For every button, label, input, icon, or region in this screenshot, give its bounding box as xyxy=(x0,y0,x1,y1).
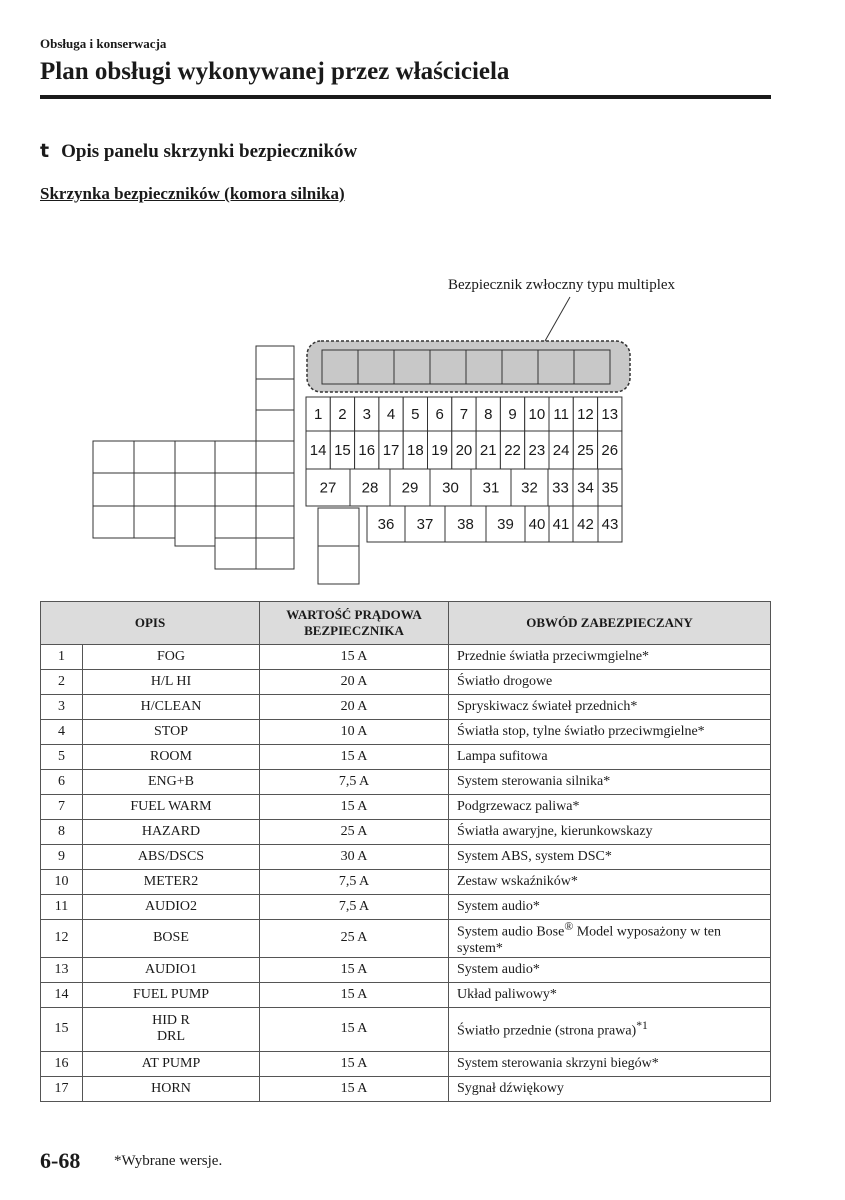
protected-circuit-cell: Podgrzewacz paliwa* xyxy=(449,795,771,820)
fuse-slot-number: 10 xyxy=(528,406,546,423)
table-row xyxy=(41,795,771,820)
table-row xyxy=(41,870,771,895)
fuse-number-cell: 13 xyxy=(41,957,83,982)
table-header-row xyxy=(41,602,771,645)
fuse-slot-number: 15 xyxy=(334,442,351,459)
fuse-slot-number: 8 xyxy=(484,406,493,423)
fuse-number-cell: 9 xyxy=(41,845,83,870)
table-row xyxy=(41,820,771,845)
bullet-icon: t xyxy=(40,140,50,162)
table-row xyxy=(41,982,771,1007)
fuse-number-cell: 4 xyxy=(41,720,83,745)
circuit-text: Światło przednie (strona prawa) xyxy=(457,1023,637,1039)
fuse-name-cell: METER2 xyxy=(83,870,260,895)
fuse-amperage-cell: 7,5 A xyxy=(260,895,449,920)
protected-circuit-cell xyxy=(449,920,771,958)
fuse-slot-number: 13 xyxy=(601,406,619,423)
fuse-slot-number: 33 xyxy=(552,479,569,497)
fuse-slot-number: 40 xyxy=(528,516,546,533)
fuse-amperage-cell: 7,5 A xyxy=(260,870,449,895)
col-header-amperage xyxy=(260,602,449,645)
table-row xyxy=(41,670,771,695)
fuse-slot-number: 7 xyxy=(459,406,469,423)
fuse-slot-number: 19 xyxy=(431,442,448,459)
callout-line xyxy=(545,297,570,341)
fuse-number-cell: 11 xyxy=(41,895,83,920)
fuse-amperage-cell: 20 A xyxy=(260,695,449,720)
fuse-slot-number: 9 xyxy=(508,406,517,423)
fuse-number-cell: 14 xyxy=(41,982,83,1007)
protected-circuit-cell: Spryskiwacz świateł przednich* xyxy=(449,695,771,720)
fuse-name-cell: ROOM xyxy=(83,745,260,770)
fuse-name-line2: DRL xyxy=(157,1029,185,1045)
fuse-amperage-cell: 7,5 A xyxy=(260,770,449,795)
fuse-number-cell: 12 xyxy=(41,920,83,958)
protected-circuit-cell: System ABS, system DSC* xyxy=(449,845,771,870)
fuse-name-cell: ABS/DSCS xyxy=(83,845,260,870)
table-row xyxy=(41,920,771,958)
fuse-amperage-cell: 25 A xyxy=(260,920,449,958)
fuse-slot-number: 4 xyxy=(386,406,396,423)
fuse-slot-number: 20 xyxy=(455,442,473,459)
fuse-amperage-cell: 30 A xyxy=(260,845,449,870)
fuse-slot-number: 17 xyxy=(382,442,400,459)
fuse-slot-number: 24 xyxy=(552,442,570,459)
fuse-slot-number: 38 xyxy=(457,516,474,533)
col-header-amperage-line1: WARTOŚĆ PRĄDOWA xyxy=(286,607,422,622)
section-label: Obsługa i konserwacja xyxy=(40,36,167,51)
fuse-number-cell: 15 xyxy=(41,1007,83,1051)
protected-circuit-cell: Światła stop, tylne światło przeciwmgielne* xyxy=(449,720,771,745)
page-title: Plan obsługi wykonywanej przez właściciela xyxy=(40,58,510,85)
protected-circuit-cell: System audio* xyxy=(449,957,771,982)
circuit-superscript: *1 xyxy=(636,1018,648,1032)
fuse-number-cell: 7 xyxy=(41,795,83,820)
page-number: 6-68 xyxy=(40,1148,81,1173)
fuse-slot-number: 42 xyxy=(577,516,594,533)
table-row xyxy=(41,645,771,670)
fuse-name-cell xyxy=(83,1007,260,1051)
fuse-slot-number: 27 xyxy=(319,479,337,497)
fuse-name-line1: HID R xyxy=(152,1013,190,1029)
fuse-amperage-cell: 15 A xyxy=(260,1051,449,1076)
fuse-slot-number: 35 xyxy=(601,479,619,497)
circuit-text: System audio Bose xyxy=(457,924,565,940)
fuse-slot-number: 26 xyxy=(601,442,619,459)
table-row xyxy=(41,957,771,982)
col-header-circuit: OBWÓD ZABEZPIECZANY xyxy=(449,602,771,645)
circuit-text-continued: Model wyposażony w ten system* xyxy=(457,924,721,956)
fuse-slot-number: 21 xyxy=(479,442,497,459)
protected-circuit-cell: System sterowania silnika* xyxy=(449,770,771,795)
fuse-number-cell: 5 xyxy=(41,745,83,770)
table-row xyxy=(41,770,771,795)
table-row xyxy=(41,1007,771,1051)
fuse-name-cell: H/CLEAN xyxy=(83,695,260,720)
footnote: *Wybrane wersje. xyxy=(114,1153,223,1169)
protected-circuit-cell: Sygnał dźwiękowy xyxy=(449,1076,771,1101)
fuse-slot-number: 41 xyxy=(552,516,570,533)
fuse-slot-number: 28 xyxy=(361,479,379,497)
fuse-name-cell: H/L HI xyxy=(83,670,260,695)
protected-circuit-cell: Układ paliwowy* xyxy=(449,982,771,1007)
circuit-superscript: ® xyxy=(564,920,574,933)
protected-circuit-cell xyxy=(449,1007,771,1051)
protected-circuit-cell: Światło drogowe xyxy=(449,670,771,695)
fuse-number-cell: 16 xyxy=(41,1051,83,1076)
fuse-name-cell: AUDIO1 xyxy=(83,957,260,982)
fuse-amperage-cell: 15 A xyxy=(260,1007,449,1051)
table-row xyxy=(41,1076,771,1101)
fuse-slot-number: 1 xyxy=(313,406,323,423)
fuse-slot-number: 5 xyxy=(411,406,420,423)
col-header-amperage-line2: BEZPIECZNIKA xyxy=(304,623,404,638)
fuse-amperage-cell: 15 A xyxy=(260,645,449,670)
fuse-slot-number: 18 xyxy=(407,442,424,459)
fuse-slot-number: 6 xyxy=(435,406,444,423)
protected-circuit-cell: Lampa sufitowa xyxy=(449,745,771,770)
fuse-name-cell: FUEL WARM xyxy=(83,795,260,820)
protected-circuit-cell: System audio* xyxy=(449,895,771,920)
table-row xyxy=(41,845,771,870)
fuse-slot-number: 22 xyxy=(504,442,521,459)
protected-circuit-cell: System sterowania skrzyni biegów* xyxy=(449,1051,771,1076)
fuse-number-cell: 2 xyxy=(41,670,83,695)
fuse-name-cell: AT PUMP xyxy=(83,1051,260,1076)
fuse-slot-number: 29 xyxy=(401,479,419,497)
table-row xyxy=(41,745,771,770)
fuse-amperage-cell: 15 A xyxy=(260,795,449,820)
fuse-slot-number: 14 xyxy=(309,442,327,459)
fuse-slot-number: 32 xyxy=(521,479,538,497)
fuse-slot-number: 39 xyxy=(497,516,514,533)
fuse-amperage-cell: 15 A xyxy=(260,745,449,770)
fuse-name-cell: STOP xyxy=(83,720,260,745)
subsection-heading: Skrzynka bezpieczników (komora silnika) xyxy=(40,184,345,203)
col-header-opis: OPIS xyxy=(41,602,260,645)
fuse-amperage-cell: 25 A xyxy=(260,820,449,845)
fuse-name-cell: ENG+B xyxy=(83,770,260,795)
fuse-amperage-cell: 15 A xyxy=(260,957,449,982)
fuse-name-cell: HAZARD xyxy=(83,820,260,845)
fuse-name-cell: BOSE xyxy=(83,920,260,958)
protected-circuit-cell: Światła awaryjne, kierunkowskazy xyxy=(449,820,771,845)
fuse-slot-number: 43 xyxy=(601,516,619,533)
fuse-amperage-cell: 15 A xyxy=(260,982,449,1007)
fuse-slot-number: 2 xyxy=(338,406,347,423)
fuse-number-cell: 8 xyxy=(41,820,83,845)
fuse-number-cell: 10 xyxy=(41,870,83,895)
section-heading-text: Opis panelu skrzynki bezpieczników xyxy=(61,141,358,162)
fuse-number-cell: 6 xyxy=(41,770,83,795)
fuse-slot-number: 3 xyxy=(362,406,371,423)
table-row xyxy=(41,720,771,745)
fuse-number-cell: 3 xyxy=(41,695,83,720)
fuse-slot-number: 23 xyxy=(528,442,546,459)
fuse-slot-number: 16 xyxy=(358,442,376,459)
table-row xyxy=(41,895,771,920)
fuse-amperage-cell: 20 A xyxy=(260,670,449,695)
fuse-name-cell: AUDIO2 xyxy=(83,895,260,920)
protected-circuit-cell: Przednie światła przeciwmgielne* xyxy=(449,645,771,670)
fuse-slot-number: 37 xyxy=(416,516,434,533)
table-row xyxy=(41,1051,771,1076)
fuse-table xyxy=(40,601,771,1102)
fuse-number-cell: 17 xyxy=(41,1076,83,1101)
fuse-slot-number: 30 xyxy=(442,479,459,497)
protected-circuit-cell: Zestaw wskaźników* xyxy=(449,870,771,895)
fuse-slot-number: 31 xyxy=(482,479,500,497)
fuse-slot-number: 12 xyxy=(577,406,594,423)
multiplex-callout: Bezpiecznik zwłoczny typu multiplex xyxy=(448,277,676,293)
fuse-name-cell: FUEL PUMP xyxy=(83,982,260,1007)
fuse-slot-number: 36 xyxy=(377,516,395,533)
fuse-slot-number: 34 xyxy=(577,479,594,497)
fuse-name-cell: HORN xyxy=(83,1076,260,1101)
fuse-amperage-cell: 15 A xyxy=(260,1076,449,1101)
fuse-slot-number: 25 xyxy=(577,442,594,459)
multiplex-fuse-group xyxy=(307,341,630,392)
table-row xyxy=(41,695,771,720)
fuse-amperage-cell: 10 A xyxy=(260,720,449,745)
fuse-name-cell: FOG xyxy=(83,645,260,670)
fuse-slot-number: 11 xyxy=(553,406,569,423)
fuse-number-cell: 1 xyxy=(41,645,83,670)
